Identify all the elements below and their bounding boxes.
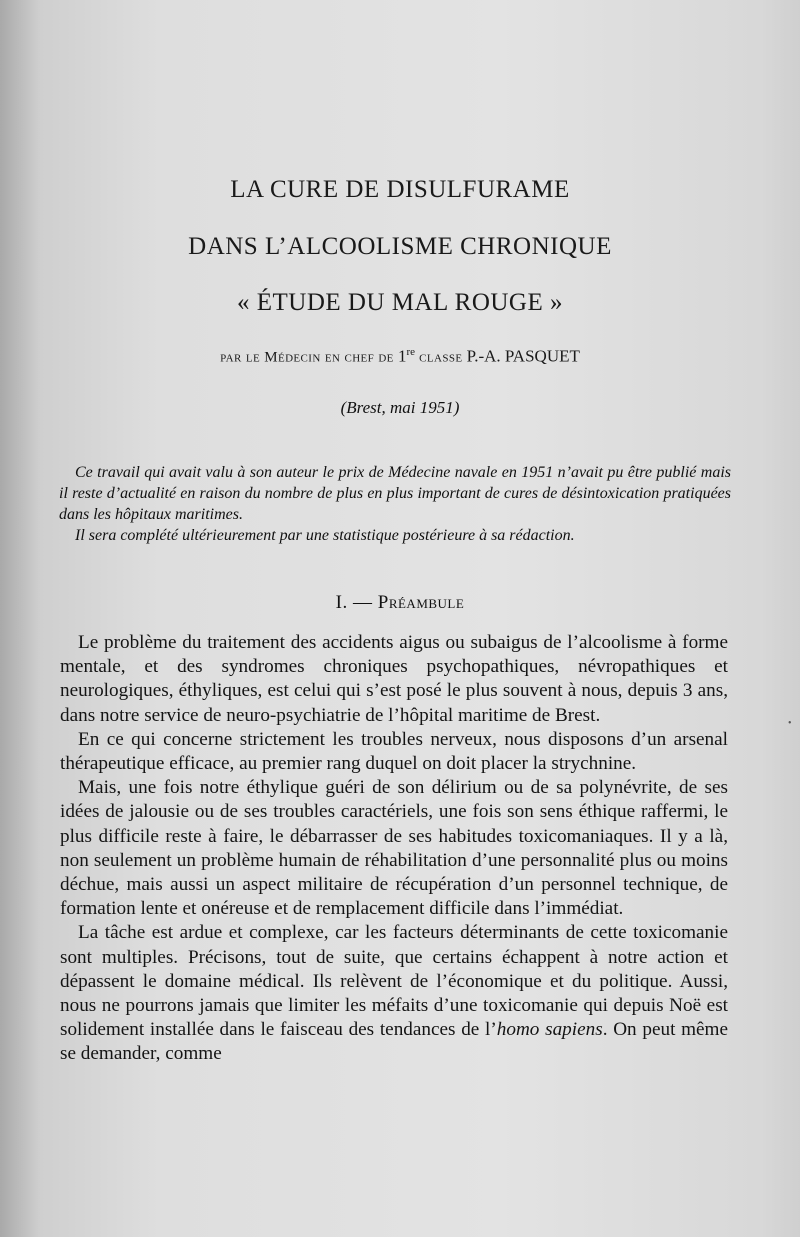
editor-note-paragraph-1: Ce travail qui avait valu à son auteur le prix de Médecine navale en 1951 n’avait pu être publié mais il reste d’actualité en raison du nombre de plus en plus important de cures de désintoxication pratiquées dans les hôpitaux maritimes. (59, 464, 731, 523)
editor-note-paragraph-2: Il sera complété ultérieurement par une statistique postérieure à sa rédaction. (75, 527, 575, 544)
body-paragraph-4 (60, 921, 728, 1066)
byline-prefix: par le Médecin en chef de (220, 349, 398, 366)
dateline: (Brest, mai 1951) (340, 398, 460, 417)
body-paragraph-1: Le problème du traitement des accidents aigus ou subaigus de l’alcoolisme à forme mentale, et des syndromes chroniques psychopathiques, névropathiques et neurologiques, éthyliques, est celui qui s’est posé le plus souvent à nous, depuis 3 ans, dans notre service de neuro-psychiatrie de l’hôpital maritime de Brest. (60, 632, 728, 726)
section-title: Préambule (377, 592, 465, 613)
title-line-1: LA CURE DE DISULFURAME (230, 176, 570, 203)
title-line-3: « ÉTUDE DU MAL ROUGE » (236, 289, 563, 316)
body-paragraph-3: Mais, une fois notre éthylique guéri de son délirium ou de sa polynévrite, de ses idées de jalousie ou de ses troubles caractériels, une fois son sens éthique raffermi, le plus difficile reste à faire, le débarrasser de ses habitudes toxicomaniaques. Il y a là, non seulement un problème humain de réhabilitation d’une personnalité plus ou moins déchue, mais aussi un aspect militaire de récupération d’un personnel technique, de formation lente et onéreuse et de remplacement difficile dans l’immédiat. (60, 777, 728, 920)
editor-note (59, 462, 731, 546)
byline-ordinal: 1 (397, 346, 407, 366)
author-byline (0, 346, 800, 367)
body-text (60, 631, 728, 1067)
author-name: P.-A. PASQUET (466, 346, 580, 366)
section-number: I. — (335, 592, 378, 613)
margin-mark: • (788, 718, 792, 729)
paragraph-4-emphasis: homo sapiens (496, 1019, 603, 1041)
body-paragraph-2: En ce qui concerne strictement les troubles nerveux, nous disposons d’un arsenal thérapeutique efficace, au premier rang duquel on doit placer la strychnine. (60, 728, 728, 775)
paragraph-4-tail: . On peut même se demander, comme (60, 1019, 728, 1065)
byline-classe: classe (415, 349, 467, 366)
title-line-2: DANS L’ALCOOLISME CHRONIQUE (188, 233, 612, 260)
byline-ordinal-sup: re (406, 346, 415, 358)
section-heading (0, 592, 800, 614)
paragraph-4-text: La tâche est ardue et complexe, car les facteurs déterminants de cette toxicomanie sont multiples. Précisons, tout de suite, que certains échappent à notre action et dépassent le domaine médical. Ils relèvent de l’économique et du politique. Aussi, nous ne pourrons jamais que limiter les méfaits d’une toxicomanie qui depuis Noë est solidement installée dans le faisceau des tendances de l’ (60, 922, 728, 1041)
